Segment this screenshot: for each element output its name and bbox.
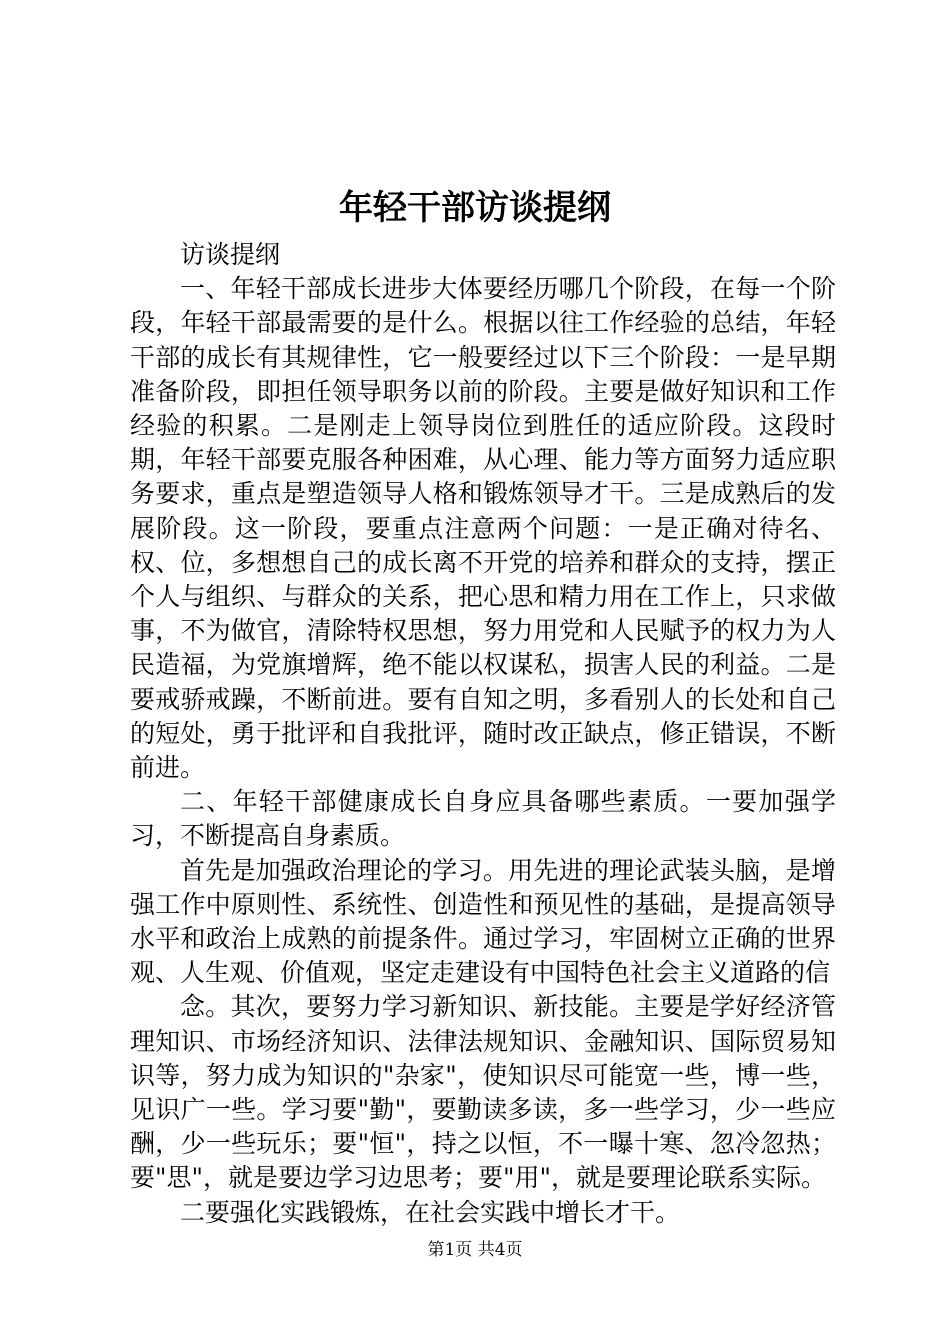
paragraph-political-theory: 首先是加强政治理论的学习。用先进的理论武装头脑，是增强工作中原则性、系统性、创造性和预见性的基础，是提高领导水平和政治上成熟的前提条件。通过学习，牢固树立正确的世界观、人生观、价值观，坚定走建设有中国特色社会主义道路的信 bbox=[130, 855, 836, 988]
paragraph-heading: 访谈提纲 bbox=[180, 240, 281, 269]
document-title: 年轻干部访谈提纲 bbox=[339, 188, 611, 228]
paragraph-section-one: 一、年轻干部成长进步大体要经历哪几个阶段，在每一个阶段，年轻干部最需要的是什么。根据以往工作经验的总结，年轻干部的成长有其规律性，它一般要经过以下三个阶段：一是早期准备阶段，即担任领导职务以前的阶段。主要是做好知识和工作经验的积累。二是刚走上领导岗位到胜任的适应阶段。这段时期，年轻干部要克服各种困难，从心理、能力等方面努力适应职务要求，重点是塑造领导人格和锻炼领导才干。三是成熟后的发展阶段。这一阶段，要重点注意两个问题：一是正确对待名、权、位，多想想自己的成长离不开党的培养和群众的支持，摆正个人与组织、与群众的关系，把心思和精力用在工作上，只求做事，不为做官，清除特权思想，努力用党和人民赋予的权力为人民造福，为党旗增辉，绝不能以权谋私，损害人民的利益。二是要戒骄戒躁，不断前进。要有自知之明，多看别人的长处和自己的短处，勇于批评和自我批评，随时改正缺点，修正错误，不断前进。 bbox=[130, 274, 836, 783]
page-number-footer: 第1页 共4页 bbox=[427, 1240, 523, 1260]
paragraph-practice: 二要强化实践锻炼，在社会实践中增长才干。 bbox=[180, 1197, 681, 1227]
document-body bbox=[130, 238, 836, 1230]
paragraph-section-two: 二、年轻干部健康成长自身应具备哪些素质。一要加强学习，不断提高自身素质。 bbox=[130, 787, 836, 851]
paragraph-new-knowledge: 念。其次，要努力学习新知识、新技能。主要是学好经济管理知识、市场经济知识、法律法规知识、金融知识、国际贸易知识等，努力成为知识的"杂家"，使知识尽可能宽一些，博一些，见识广一些。学习要"勤"，要勤读多读，多一些学习，少一些应酬，少一些玩乐；要"恒"，持之以恒，不一曝十寒、忽冷忽热；要"思"，就是要边学习边思考；要"用"，就是要理论联系实际。 bbox=[130, 992, 836, 1193]
